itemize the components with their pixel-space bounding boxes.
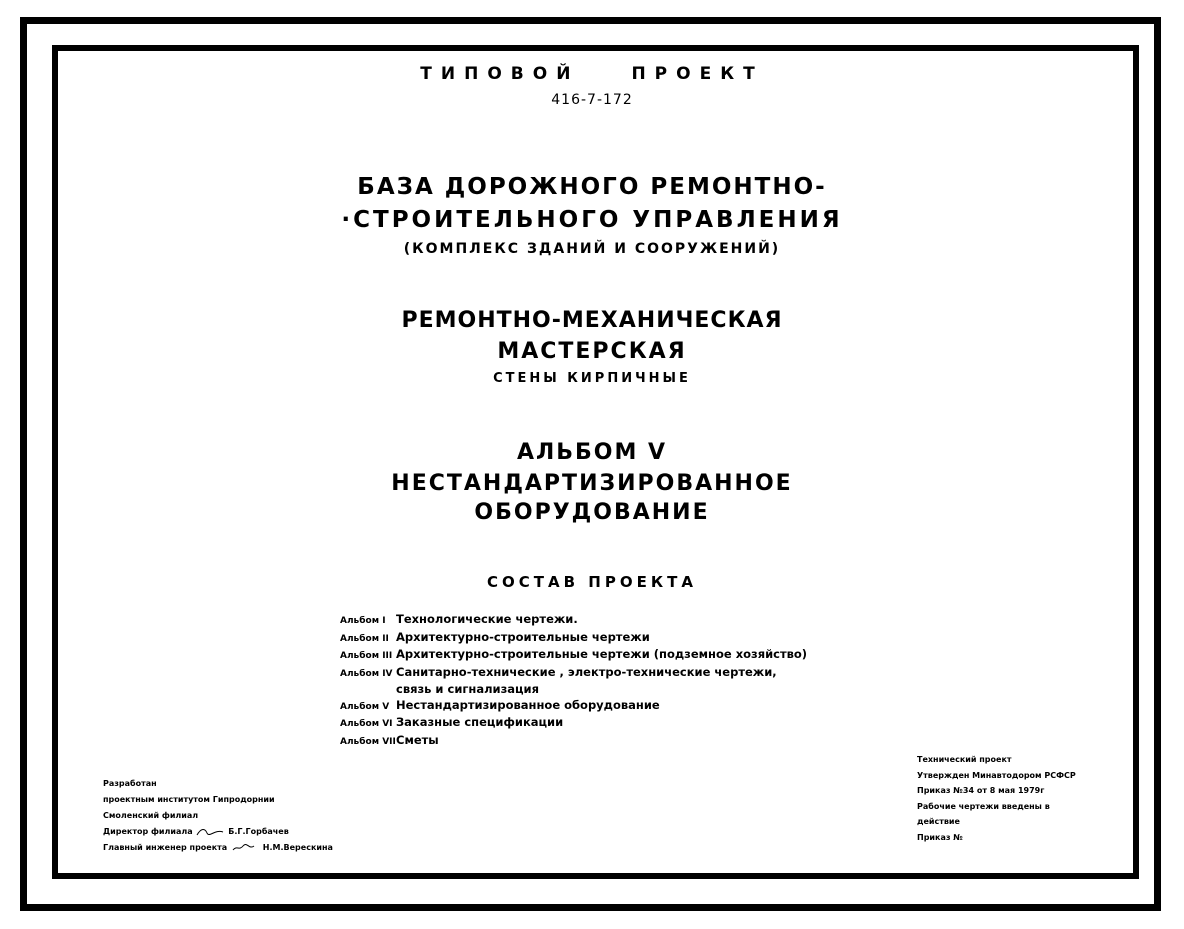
album-description: Архитектурно-строительные чертежи (подземное хозяйство)	[396, 647, 808, 661]
album-description: Технологические чертежи.	[396, 612, 578, 626]
album-tag: Альбом VII	[340, 736, 396, 747]
album-tag: Альбом VI	[340, 719, 393, 729]
project-type-word2: ПРОЕКТ	[631, 64, 764, 84]
approval-line: Утвержден Минавтодором РСФСР	[917, 770, 1076, 780]
album-description: Архитектурно-строительные чертежи	[396, 629, 650, 644]
signature-icon	[230, 842, 260, 854]
approval-line: Приказ №	[917, 832, 963, 842]
approval-line: Рабочие чертежи введены в	[917, 801, 1050, 811]
title-line-3: (КОМПЛЕКС ЗДАНИЙ И СООРУЖЕНИЙ)	[403, 241, 781, 257]
title-line-1: БАЗА ДОРОЖНОГО РЕМОНТНО-	[357, 174, 827, 200]
album-line-1: АЛЬБОМ V	[516, 440, 668, 465]
list-item	[340, 682, 807, 698]
developer-line: Разработан	[103, 779, 157, 788]
director-line	[103, 824, 333, 840]
developer-line: проектным институтом Гипродорнии	[103, 795, 275, 804]
album-description: Сметы	[396, 732, 439, 747]
object-line-2: МАСТЕРСКАЯ	[497, 339, 687, 364]
album-line-3: ОБОРУДОВАНИЕ	[474, 500, 710, 525]
album-description: Заказные спецификации	[396, 715, 564, 729]
album-line-2: НЕСТАНДАРТИЗИРОВАННОЕ	[391, 471, 793, 496]
project-type-heading	[0, 64, 1184, 84]
developer-line: Смоленский филиал	[103, 811, 199, 820]
director-title: Директор филиала	[103, 827, 193, 836]
list-item	[340, 630, 807, 648]
list-item	[340, 698, 807, 716]
chief-engineer-name: Н.М.Верескина	[262, 843, 333, 852]
album-description: Нестандартизированное оборудование	[396, 697, 660, 712]
title-line-2: ·СТРОИТЕЛЬНОГО УПРАВЛЕНИЯ	[341, 207, 843, 233]
album-tag: Альбом III	[340, 651, 393, 661]
project-number: 416-7-172	[551, 92, 633, 108]
album-tag: Альбом I	[340, 616, 386, 626]
album-tag: Альбом V	[340, 701, 390, 712]
chief-engineer-title: Главный инженер проекта	[103, 843, 228, 852]
list-item	[340, 612, 807, 630]
list-item	[340, 647, 807, 665]
album-description: Санитарно-технические , электро-технические чертежи,	[396, 664, 777, 679]
object-line-3: СТЕНЫ КИРПИЧНЫЕ	[493, 371, 691, 386]
approval-line: Технический проект	[917, 755, 1012, 764]
chief-engineer-line	[103, 840, 333, 856]
approval-line: действие	[917, 817, 960, 826]
list-item	[340, 665, 807, 683]
project-type-word1: ТИПОВОЙ	[420, 64, 580, 84]
object-line-1: РЕМОНТНО-МЕХАНИЧЕСКАЯ	[401, 308, 783, 333]
album-tag: Альбом IV	[340, 668, 393, 679]
composition-list	[340, 612, 807, 750]
composition-heading: СОСТАВ ПРОЕКТА	[487, 573, 697, 591]
director-name: Б.Г.Горбачев	[228, 827, 289, 836]
approval-line: Приказ №34 от 8 мая 1979г	[917, 786, 1045, 795]
approval-block	[917, 752, 1076, 845]
album-description: связь и сигнализация	[396, 682, 539, 696]
list-item	[340, 733, 807, 751]
signature-icon	[195, 826, 225, 838]
album-tag: Альбом II	[340, 633, 389, 644]
list-item	[340, 715, 807, 733]
developer-block	[103, 776, 333, 856]
